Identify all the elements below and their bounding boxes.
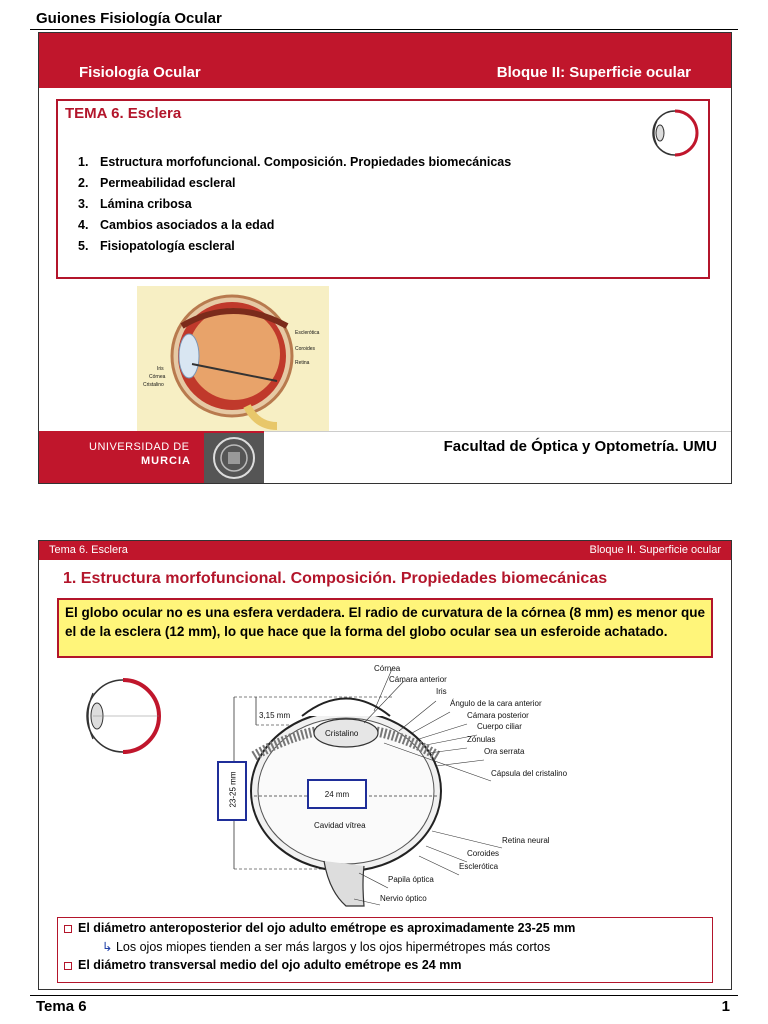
diagram-label: Ángulo de la cara anterior — [450, 699, 542, 708]
diagram-label: Cápsula del cristalino — [491, 769, 568, 778]
transverse-dimension-box — [307, 779, 367, 809]
label-retina: Retina — [295, 360, 310, 366]
lens-label: Cristalino — [325, 729, 359, 738]
block-title: Bloque II: Superficie ocular — [496, 64, 691, 81]
vitreous-label: Cavidad vítrea — [314, 821, 366, 830]
highlight-box — [57, 598, 713, 658]
diagram-label: Cámara posterior — [467, 711, 529, 720]
bullet-1-sub: ↳ Los ojos miopes tienden a ser más largos y los ojos hipermétropes más cortos — [102, 940, 551, 954]
university-line2: MURCIA — [141, 455, 191, 467]
label-choroid: Coroides — [295, 346, 316, 352]
corneal-depth-label: 3,15 mm — [259, 711, 291, 720]
course-title: Fisiología Ocular — [79, 64, 201, 81]
page-number: 1 — [721, 998, 730, 1015]
slide2-header-band — [39, 541, 731, 560]
toc-list — [78, 155, 511, 253]
axial-label: 23-25 mm — [228, 771, 238, 808]
slide2-header-right: Bloque II. Superficie ocular — [589, 544, 721, 556]
label-lens: Cristalino — [143, 382, 164, 388]
document-header: Guiones Fisiología Ocular — [36, 10, 222, 27]
diagram-label: Cuerpo ciliar — [477, 722, 522, 731]
diagram-label: Nervio óptico — [380, 894, 427, 903]
diagram-label: Ora serrata — [484, 747, 525, 756]
highlight-text: El globo ocular no es una esfera verdadera. El radio de curvatura de la córnea (8 mm) es menor que el de la esclera (12 mm), lo que hace que la forma del globo ocular sea un esferoide achatado. — [65, 605, 705, 639]
arrow-bullet-icon: ↳ — [102, 940, 113, 954]
toc-item: 1. Estructura morfofuncional. Composición. Propiedades biomecánicas — [78, 155, 512, 169]
eye-diagram — [214, 661, 574, 911]
slide-1 — [38, 32, 732, 484]
axial-dimension-box — [217, 761, 247, 821]
square-bullet-icon — [64, 962, 72, 970]
eye-anatomy-image — [137, 286, 329, 431]
bullet-2: El diámetro transversal medio del ojo adulto emétrope es 24 mm — [64, 958, 706, 972]
slide2-header-left: Tema 6. Esclera — [49, 544, 128, 556]
toc-item: 3. Lámina cribosa — [78, 197, 192, 211]
topic-title: TEMA 6. Esclera — [65, 105, 182, 122]
diagram-label: Cámara anterior — [389, 675, 447, 684]
university-line1: UNIVERSIDAD DE — [89, 441, 190, 453]
diagram-label: Retina neural — [502, 836, 550, 845]
diagram-label: Coroides — [467, 849, 500, 858]
bullet-box — [57, 917, 713, 983]
footer-left: Tema 6 — [36, 998, 87, 1015]
university-seal — [204, 433, 264, 483]
university-logo-block — [39, 431, 264, 483]
label-sclera: Esclerótica — [295, 330, 320, 336]
footer-divider — [30, 995, 738, 996]
eye-outline-icon — [79, 671, 161, 761]
diagram-label: Papila óptica — [388, 875, 434, 884]
diagram-label: Córnea — [374, 664, 401, 673]
slide1-header-band — [39, 33, 731, 88]
faculty-name: Facultad de Óptica y Optometría. UMU — [443, 438, 717, 455]
diagram-label: Iris — [436, 687, 447, 696]
toc-item: 4. Cambios asociados a la edad — [78, 218, 275, 232]
topic-box — [56, 99, 710, 279]
eye-cross-section-illustration — [137, 286, 329, 431]
diagram-label: Zónulas — [467, 735, 496, 744]
slide2-title: 1. Estructura morfofuncional. Composición. Propiedades biomecánicas — [63, 570, 608, 587]
bullet-1: El diámetro anteroposterior del ojo adulto emétrope es aproximadamente 23-25 mm — [64, 921, 706, 935]
toc-item: 2. Permeabilidad escleral — [78, 176, 236, 190]
square-bullet-icon — [64, 925, 72, 933]
transverse-label: 24 mm — [324, 790, 350, 799]
seal-icon — [204, 433, 264, 483]
faculty-area — [264, 431, 731, 484]
label-iris: Iris — [157, 366, 164, 372]
eye-icon — [648, 107, 700, 159]
label-cornea: Córnea — [149, 374, 166, 380]
header-divider — [30, 29, 738, 30]
toc-item: 5. Fisiopatología escleral — [78, 239, 235, 253]
slide-2 — [38, 540, 732, 990]
diagram-label: Esclerótica — [459, 862, 499, 871]
